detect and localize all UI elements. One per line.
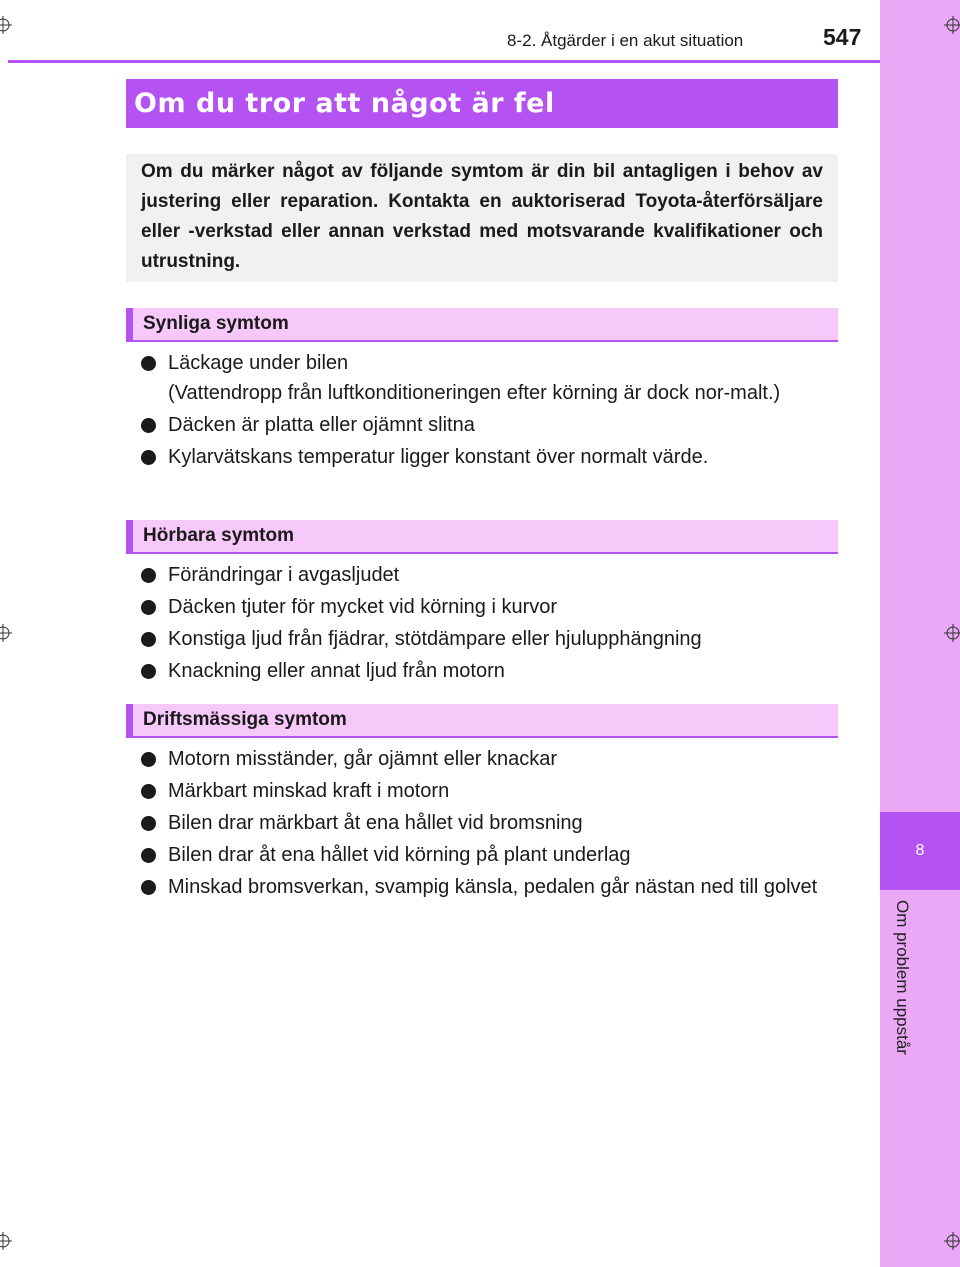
list-item-text: Kylarvätskans temperatur ligger konstant över normalt värde. [168,446,709,468]
list-item-text: Förändringar i avgasljudet [168,564,400,586]
list-item [141,624,833,654]
operational-symptoms-list [141,744,833,904]
section-audible-symptoms [126,520,838,554]
page-number: 547 [823,24,862,50]
bullet-icon [141,816,156,831]
registration-mark-icon [944,1232,960,1250]
list-item-text: Minskad bromsverkan, svampig känsla, pedalen går nästan ned till golvet [168,876,818,898]
list-item-text: Däcken är platta eller ojämnt slitna [168,414,475,436]
chapter-label: Om problem uppstår [893,900,912,1055]
list-item [141,656,833,686]
bullet-icon [141,568,156,583]
section-heading: Hörbara symtom [143,525,294,546]
list-item [141,744,833,774]
registration-mark-icon [944,624,960,642]
registration-mark-icon [0,1232,12,1250]
page-title-bar [126,79,838,128]
list-item [141,776,833,806]
chapter-number-badge [880,812,960,890]
intro-box [126,154,838,282]
registration-mark-icon [0,16,12,34]
list-item-text: Knackning eller annat ljud från motorn [168,660,505,682]
list-item [141,808,833,838]
bullet-icon [141,450,156,465]
list-item-text: Märkbart minskad kraft i motorn [168,780,450,802]
bullet-icon [141,848,156,863]
bullet-icon [141,664,156,679]
chapter-number: 8 [915,842,925,859]
bullet-icon [141,880,156,895]
list-item-text: Bilen drar märkbart åt ena hållet vid bromsning [168,812,583,834]
list-item [141,592,833,622]
intro-text: Om du märker något av följande symtom är din bil antagligen i behov av justering eller reparation. Kontakta en auktoriserad Toyota-återförsäljare eller -verkstad eller annan verkstad med motsvarande kvalifikationer och utrustning. [141,161,823,272]
list-item [141,560,833,590]
section-operational-symptoms [126,704,838,738]
running-header: 8-2. Åtgärder i en akut situation [507,31,744,50]
header-divider [8,60,880,63]
registration-mark-icon [944,16,960,34]
list-item-text: Däcken tjuter för mycket vid körning i kurvor [168,596,558,618]
bullet-icon [141,632,156,647]
list-item-text: Konstiga ljud från fjädrar, stötdämpare eller hjulupphängning [168,628,702,650]
section-visible-symptoms [126,308,838,342]
registration-mark-icon [0,624,12,642]
page-title: Om du tror att något är fel [134,88,555,119]
bullet-icon [141,784,156,799]
visible-symptoms-list [141,348,833,474]
audible-symptoms-list [141,560,833,688]
list-item-text: Motorn misständer, går ojämnt eller knackar [168,748,558,770]
list-item [141,442,833,472]
section-heading: Synliga symtom [143,313,289,334]
list-item-text: Läckage under bilen (Vattendropp från luftkonditioneringen efter körning är dock nor-malt.) [168,352,781,404]
bullet-icon [141,752,156,767]
bullet-icon [141,600,156,615]
list-item [141,872,833,902]
bullet-icon [141,356,156,371]
bullet-icon [141,418,156,433]
list-item [141,840,833,870]
list-item-text: Bilen drar åt ena hållet vid körning på plant underlag [168,844,631,866]
list-item [141,348,833,408]
list-item [141,410,833,440]
section-heading: Driftsmässiga symtom [143,709,347,730]
